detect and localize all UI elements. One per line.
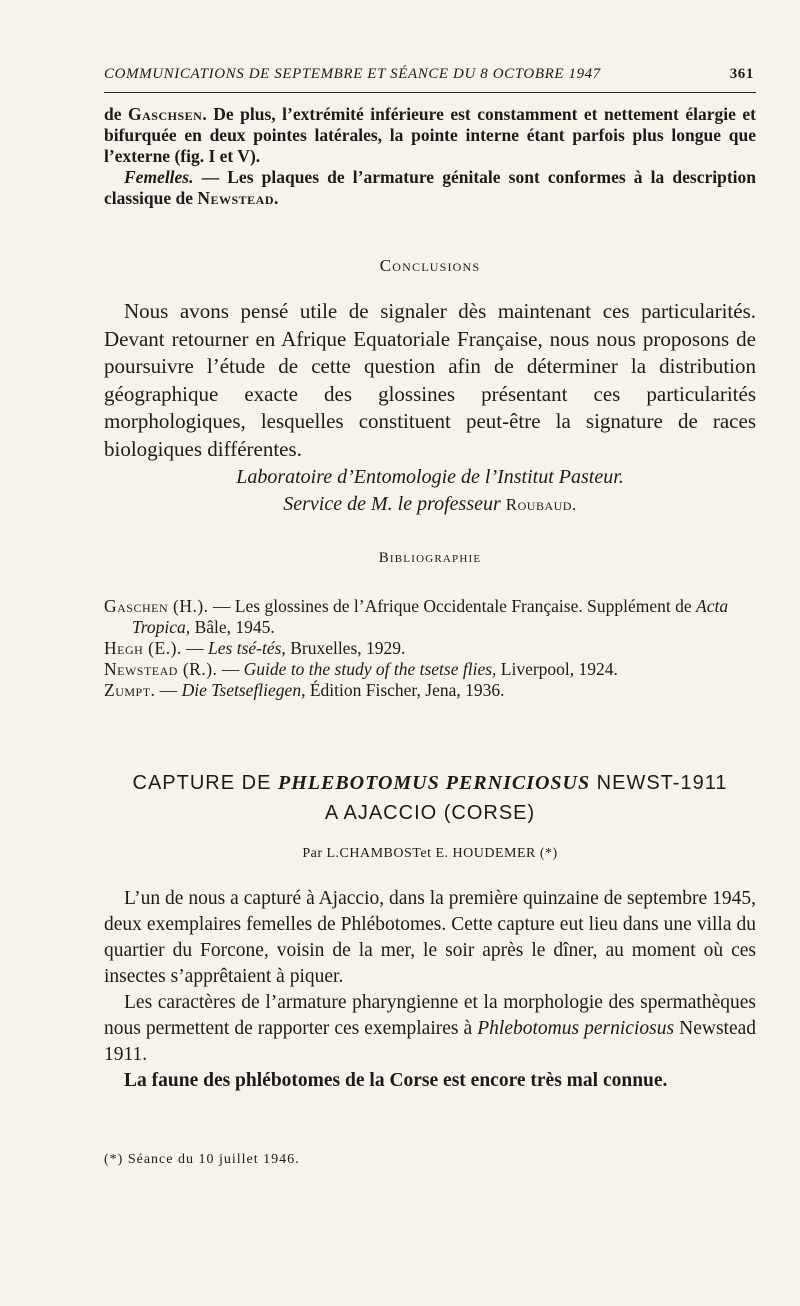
bib-text: Bruxelles, 1929. bbox=[285, 638, 406, 658]
bib-author: Gaschen (H.). bbox=[104, 596, 209, 616]
article-paragraph-3: La faune des phlébotomes de la Corse est encore très mal connue. bbox=[124, 1070, 668, 1091]
bib-entry bbox=[104, 659, 756, 680]
bib-italic: Guide to the study of the tsetse flies, bbox=[243, 659, 497, 679]
bibliography-list bbox=[104, 596, 756, 701]
bib-text: Liverpool, 1924. bbox=[496, 659, 618, 679]
species-name: Phlebotomus perniciosus bbox=[477, 1018, 675, 1039]
article-p2-end: Newstead 1911. bbox=[104, 1018, 757, 1065]
bib-italic: Les tsé-tés, bbox=[208, 638, 286, 658]
conclusions-heading: Conclusions bbox=[379, 256, 481, 275]
title-species: PHLEBOTOMUS PERNICIOSUS bbox=[277, 772, 591, 794]
title-part: CAPTURE DE bbox=[132, 772, 278, 794]
signature-line-2 bbox=[104, 491, 756, 518]
running-title: COMMUNICATIONS DE SEPTEMBRE ET SÉANCE DU 8 OCTOBRE 1947 bbox=[104, 66, 601, 82]
bib-author: Zumpt. bbox=[104, 680, 156, 700]
bib-text: — bbox=[181, 638, 209, 658]
bibliography-heading: Bibliographie bbox=[378, 550, 482, 566]
bib-italic: Die Tsetsefliegen, bbox=[181, 680, 306, 700]
article-body bbox=[104, 886, 756, 1094]
signature-line-1: Laboratoire d’Entomologie de l’Institut Pasteur. bbox=[236, 466, 624, 488]
signature bbox=[104, 464, 756, 518]
bib-text: — bbox=[155, 680, 182, 700]
intro-p1-lead: de bbox=[104, 104, 129, 124]
intro-p1-text: . De plus, l’extrémité inférieure est constamment et nettement élargie et bifurquée en deux pointes latérales, la pointe interne étant parfois plus longue que l’externe (fig. I et V). bbox=[104, 104, 757, 166]
intro-section bbox=[104, 104, 756, 209]
bib-entry bbox=[104, 680, 756, 701]
bib-author: Hegh (E.). bbox=[104, 638, 182, 658]
intro-paragraph-1 bbox=[104, 104, 756, 167]
article-authors: Par L.CHAMBOSTet E. HOUDEMER (*) bbox=[302, 846, 558, 861]
intro-p2-end: . bbox=[274, 188, 279, 208]
footnote: (*) Séance du 10 juillet 1946. bbox=[104, 1152, 300, 1167]
conclusions-text: Nous avons pensé utile de signaler dès maintenant ces particularités. Devant retourner en Afrique Equatoriale Française, nous nous proposons de poursuivre l’étude de cette question afin de déterminer la distribution géographique exacte des glossines présentant ces particularités morphologiques, lesquelles constituent peut-être la signature de races biologiques différentes. bbox=[104, 299, 756, 461]
bib-entry bbox=[104, 638, 756, 659]
signature-name: Roubaud. bbox=[505, 495, 577, 514]
article-paragraph-1: L’un de nous a capturé à Ajaccio, dans la première quinzaine de septembre 1945, deux exemplaires femelles de Phlébotomes. Cette capture eut lieu dans une villa du quartier du Forcone, voisin de la mer, le soir après le dîner, au moment où ces insectes s’apprêtaient à piquer. bbox=[104, 888, 756, 987]
header-rule bbox=[104, 92, 756, 93]
title-part: NEWST-1911 bbox=[590, 772, 728, 794]
page-number: 361 bbox=[729, 66, 754, 82]
article-title-line-2: A AJACCIO (CORSE) bbox=[324, 802, 536, 824]
author-name: Newstead bbox=[197, 188, 275, 208]
bib-entry bbox=[104, 596, 756, 638]
article-p2-text: Les caractères de l’armature pharyngienne et la morphologie des spermathèques nous permettent de rapporter ces exemplaires à bbox=[104, 992, 756, 1039]
signature-line-2-a: Service de M. le professeur bbox=[283, 493, 506, 515]
bib-italic: Acta Tropica, bbox=[132, 596, 729, 637]
article-title bbox=[104, 768, 756, 828]
bib-text: Bâle, 1945. bbox=[190, 617, 275, 637]
bib-text: — bbox=[217, 659, 244, 679]
article-title-line-1 bbox=[104, 768, 756, 798]
running-head bbox=[104, 66, 754, 83]
bib-author: Newstead (R.). bbox=[104, 659, 218, 679]
intro-paragraph-2 bbox=[104, 167, 756, 209]
intro-p2-text: — Les plaques de l’armature génitale sont conformes à la description classique de bbox=[104, 167, 756, 208]
article-paragraph-2 bbox=[104, 990, 756, 1068]
bib-text: Édition Fischer, Jena, 1936. bbox=[305, 680, 505, 700]
bib-text: — Les glossines de l’Afrique Occidentale Française. Supplément de bbox=[208, 596, 696, 616]
conclusions-paragraph bbox=[104, 298, 756, 463]
intro-p2-label: Femelles. bbox=[124, 167, 194, 187]
author-name: Gaschsen bbox=[128, 104, 203, 124]
